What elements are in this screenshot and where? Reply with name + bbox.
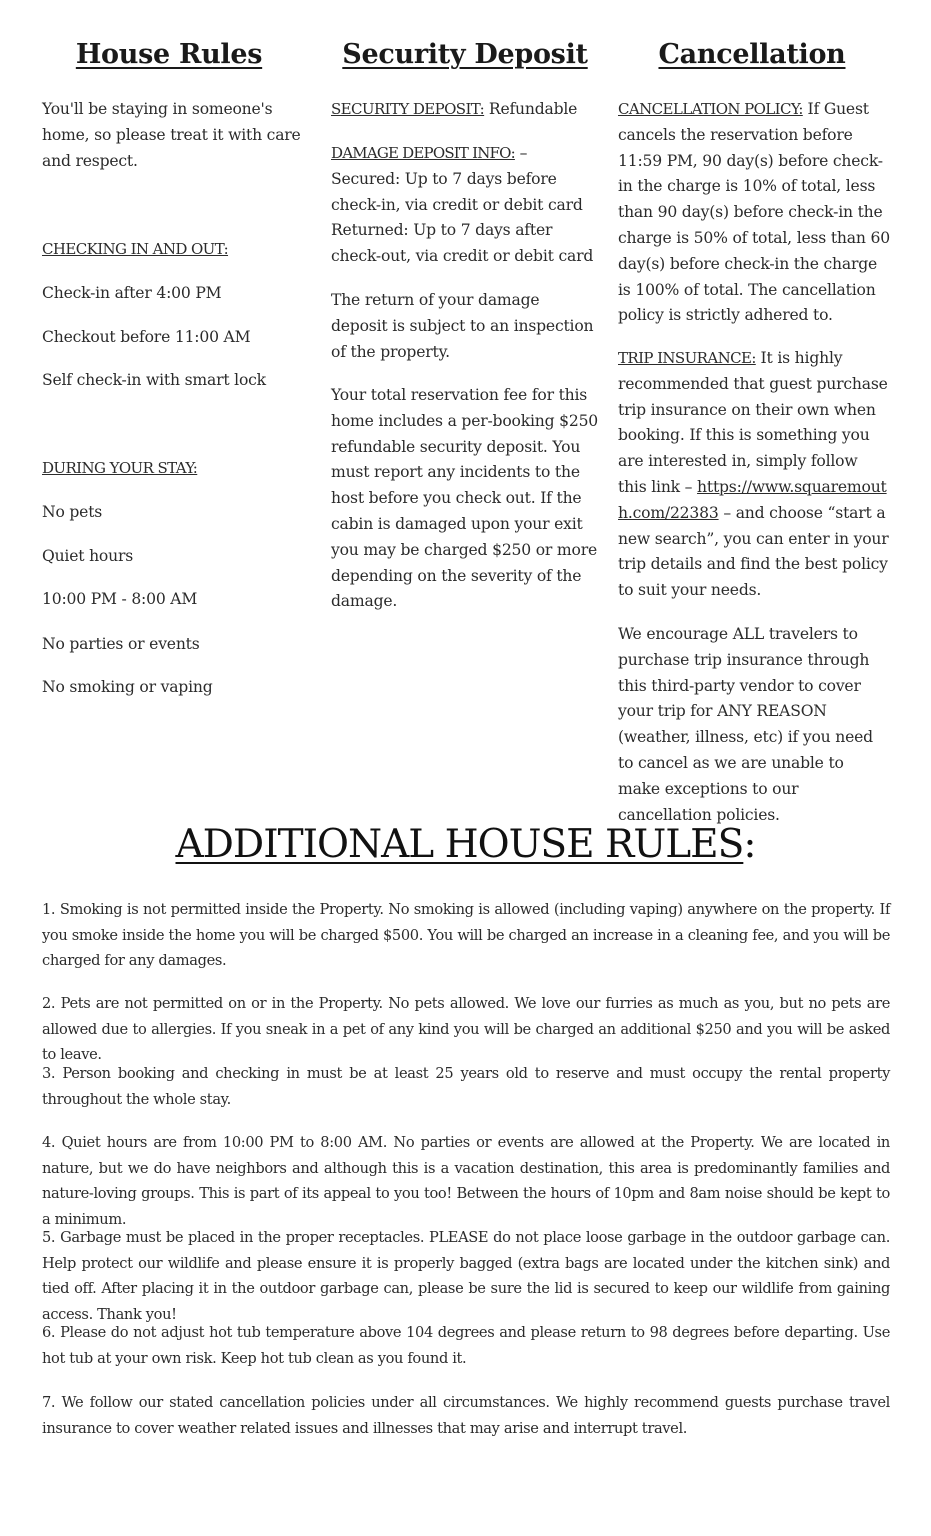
during-stay-heading: DURING YOUR STAY:: [42, 459, 198, 477]
no-smoking: No smoking or vaping: [42, 678, 213, 696]
cancellation-policy: [618, 97, 890, 329]
rule-item: 4. Quiet hours are from 10:00 PM to 8:00 AM. No parties or events are allowed at the Property. We are located in nature, but we do have neighbors and although this is a vacation destination, this area is predominantly families and nature-loving groups. This is part of its appeal to you too! Between the hours of 10pm and 8am noise should be kept to a minimum.: [42, 1134, 890, 1228]
no-pets: No pets: [42, 503, 103, 521]
quiet-hours: Quiet hours: [42, 547, 133, 565]
security-deposit-title: Security Deposit: [342, 39, 588, 70]
additional-rules-title: [0, 822, 931, 867]
insurance-encourage: We encourage ALL travelers to purchase trip insurance through this third-party vendor to cover your trip for ANY REASON (weather, illness, etc) if you need to cancel as we are unable to make exceptions to our cancellation policies.: [618, 625, 873, 824]
trip-insurance-label: TRIP INSURANCE:: [618, 349, 756, 367]
cancellation-policy-text: If Guest cancels the reservation before 11:59 PM, 90 day(s) before check-in the charge is 10% of total, less than 90 day(s) before check-in the charge is 50% of total, less than 60 day(s) before check-in the charge is 100% of total. The cancellation policy is strictly adhered to.: [618, 100, 890, 325]
deposit-returned: Returned: Up to 7 days after check-out, via credit or debit card: [331, 221, 594, 266]
deposit-inspection: The return of your damage deposit is subject to an inspection of the property.: [331, 291, 594, 361]
cancellation-column: [618, 0, 890, 824]
damage-deposit-info: [331, 141, 599, 270]
rule-item: 7. We follow our stated cancellation policies under all circumstances. We highly recommend guests purchase travel insurance to cover weather related issues and illnesses that may arise and interrupt travel.: [42, 1394, 890, 1437]
cancellation-title: Cancellation: [658, 39, 846, 70]
checking-heading: CHECKING IN AND OUT:: [42, 240, 229, 258]
damage-deposit-label: DAMAGE DEPOSIT INFO:: [331, 144, 515, 162]
quiet-hours-times: 10:00 PM - 8:00 AM: [42, 590, 198, 608]
rule-item: 2. Pets are not permitted on or in the Property. No pets allowed. We love our furries as much as you, but no pets are allowed due to allergies. If you sneak in a pet of any kind you will be charged an additional $250 and you will be asked to leave.: [42, 995, 890, 1063]
trip-insurance: [618, 346, 890, 604]
checkout-time: Checkout before 11:00 AM: [42, 328, 251, 346]
house-rules-column: [42, 0, 312, 720]
deposit-total-fee: Your total reservation fee for this home includes a per-booking $250 refundable security deposit. You must report any incidents to the host before you check out. If the cabin is damaged upon your exit you may be charged $250 or more depending on the severity of the damage.: [331, 386, 599, 611]
security-deposit-value: Refundable: [484, 100, 578, 118]
rule-item: 1. Smoking is not permitted inside the Property. No smoking is allowed (including vaping) anywhere on the property. If you smoke inside the home you will be charged $500. You will be charged an increase in a cleaning fee, and you will be charged for any damages.: [42, 901, 890, 969]
damage-deposit-dash: –: [514, 144, 528, 162]
additional-rules-title-text: ADDITIONAL HOUSE RULES: [175, 822, 744, 867]
no-parties: No parties or events: [42, 635, 200, 653]
self-checkin: Self check-in with smart lock: [42, 371, 266, 389]
additional-rules-title-colon: :: [743, 822, 756, 867]
trip-insurance-text: It is highly recommended that guest purchase trip insurance on their own when booking. If this is something you are interested in, simply follow this link –: [618, 349, 888, 496]
cancellation-policy-label: CANCELLATION POLICY:: [618, 100, 803, 118]
rule-item: 6. Please do not adjust hot tub temperature above 104 degrees and please return to 98 degrees before departing. Use hot tub at your own risk. Keep hot tub clean as you found it.: [42, 1324, 890, 1367]
rule-item: 5. Garbage must be placed in the proper receptacles. PLEASE do not place loose garbage in the outdoor garbage can. Help protect our wildlife and please ensure it is properly bagged (extra bags are located under the kitchen sink) and tied off. After placing it in the outdoor garbage can, please be sure the lid is secured to keep our wildlife from gaining access. Thank you!: [42, 1229, 890, 1323]
house-rules-title: House Rules: [75, 39, 263, 70]
deposit-secured: Secured: Up to 7 days before check-in, via credit or debit card: [331, 169, 583, 214]
trip-insurance-text-2: – and choose “start a new search”, you can enter in your trip details and find the best policy to suit your needs.: [618, 503, 889, 600]
house-rules-intro: You'll be staying in someone's home, so please treat it with care and respect.: [42, 100, 301, 170]
rule-item: 3. Person booking and checking in must be at least 25 years old to reserve and must occupy the rental property throughout the whole stay.: [42, 1065, 890, 1108]
security-deposit-line: [331, 97, 599, 123]
security-deposit-column: [331, 0, 599, 720]
security-deposit-label: SECURITY DEPOSIT:: [331, 100, 485, 118]
trip-insurance-link[interactable]: https://www.squaremouth.com/22383: [618, 477, 887, 522]
checkin-time: Check-in after 4:00 PM: [42, 284, 222, 302]
